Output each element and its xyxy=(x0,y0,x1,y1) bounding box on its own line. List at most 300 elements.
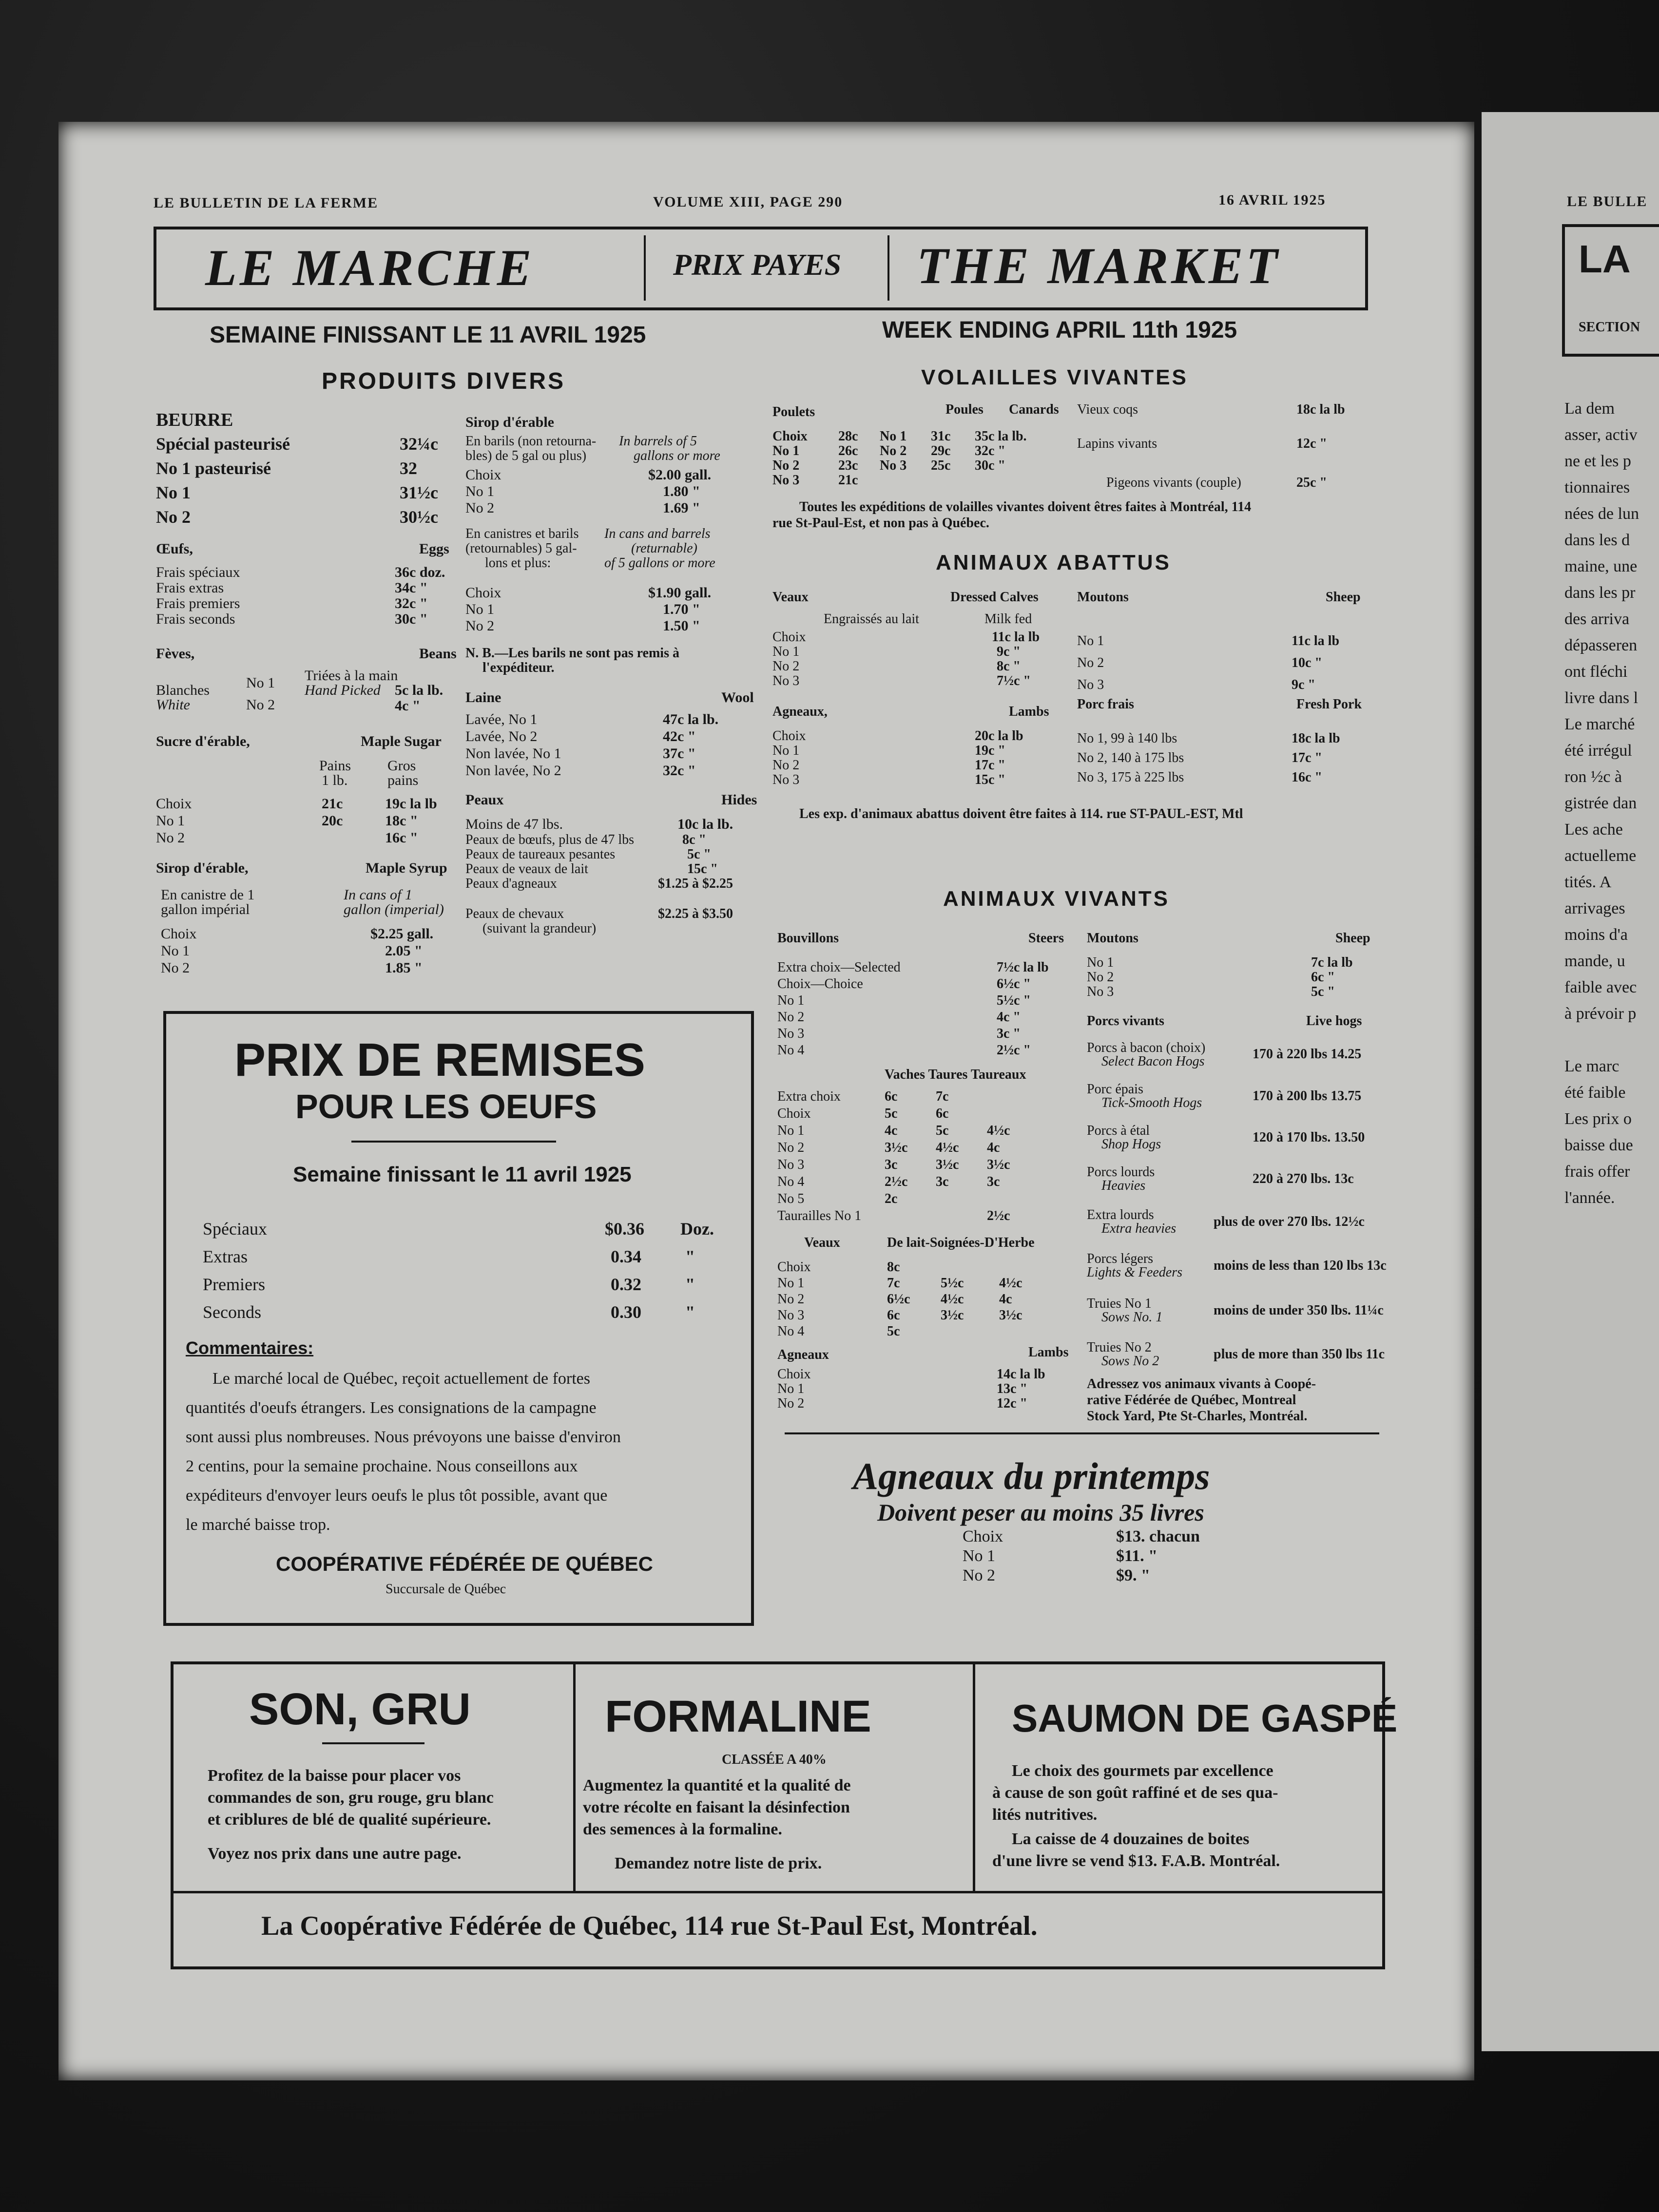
list-item-en: Sows No 2 xyxy=(1101,1354,1159,1369)
sirop2-sub-en: gallons or more xyxy=(634,448,720,463)
remises-succ: Succursale de Québec xyxy=(386,1582,506,1597)
table-cell: 30c " xyxy=(975,458,1005,473)
formaline-sub: CLASSÉE A 40% xyxy=(722,1752,827,1767)
list-item: No 2 xyxy=(1077,655,1104,670)
list-value: plus de over 270 lbs. 12½c xyxy=(1214,1214,1365,1229)
sucre-title: Sucre d'érable, xyxy=(156,733,250,749)
list-value: 170 à 200 lbs 13.75 xyxy=(1253,1088,1362,1104)
list-item: Extra choix—Selected xyxy=(777,960,901,975)
abattus-pork: Fresh Pork xyxy=(1296,697,1362,712)
remises-title: PRIX DE REMISES xyxy=(234,1034,645,1086)
sirop-sub-en: gallon (imperial) xyxy=(344,901,444,917)
list-item: No 1 xyxy=(1077,633,1104,648)
adjacent-line: faible avec xyxy=(1564,978,1637,996)
table-cell: No 2 xyxy=(777,1140,805,1155)
adjacent-line: ron ½c à xyxy=(1564,768,1622,786)
list-item: Porc épais xyxy=(1087,1082,1143,1097)
table-cell: 4½c xyxy=(941,1292,964,1307)
table-cell: 6c xyxy=(885,1089,898,1104)
formaline-text: des semences à la formaline. xyxy=(583,1820,782,1838)
list-item: No 1 xyxy=(772,644,800,659)
sirop2-sub2-en: (returnable) xyxy=(631,541,697,556)
list-item: Porcs lourds xyxy=(1087,1164,1155,1180)
list-item: Choix—Choice xyxy=(777,976,863,992)
sirop2-sub2: (retournables) 5 gal- xyxy=(465,541,577,556)
adjacent-line: ont fléchi xyxy=(1564,663,1628,681)
table-cell: 5c xyxy=(936,1123,949,1138)
list-item: No 1 xyxy=(161,943,190,959)
adjacent-line: gistrée dan xyxy=(1564,794,1637,812)
adjacent-line: livre dans l xyxy=(1564,689,1639,707)
vivants-note: Adressez vos animaux vivants à Coopé- xyxy=(1087,1376,1316,1392)
section-produits-divers: PRODUITS DIVERS xyxy=(322,368,566,394)
prix-remises-box xyxy=(163,1011,754,1626)
rule xyxy=(785,1432,1379,1434)
table-cell: 8c xyxy=(887,1259,900,1275)
rule xyxy=(351,1141,556,1143)
list-item: Peaux d'agneaux xyxy=(465,876,557,891)
list-value: 5c " xyxy=(687,847,711,862)
divider xyxy=(973,1664,975,1891)
adjacent-line: dans les pr xyxy=(1564,584,1636,602)
list-item: No 2 xyxy=(465,500,495,516)
table-cell: 28c xyxy=(838,429,858,444)
list-item: No 1 xyxy=(777,993,805,1008)
printemps-sub: Doivent peser au moins 35 livres xyxy=(877,1499,1204,1526)
vivants-veaux: Veaux xyxy=(804,1235,840,1250)
list-item: Porcs légers xyxy=(1087,1251,1154,1266)
table-cell: 35c la lb. xyxy=(975,429,1027,444)
abattus-moutons: Moutons xyxy=(1077,590,1129,605)
list-item-en: Extra heavies xyxy=(1101,1221,1177,1236)
adjacent-line: maine, une xyxy=(1564,557,1638,575)
banner-divider xyxy=(887,235,889,301)
list-item: Choix xyxy=(777,1367,811,1382)
list-item: No 1 xyxy=(465,601,495,617)
table-cell: No 1 xyxy=(880,429,907,444)
list-value: $13. chacun xyxy=(1116,1527,1200,1545)
sirop2-sub: bles) de 5 gal ou plus) xyxy=(465,448,587,463)
list-item: No 1 pasteurisé xyxy=(156,458,271,478)
formaline-text: Augmentez la quantité et la qualité de xyxy=(583,1776,851,1794)
vivants-vtt: Vaches Taures Taureaux xyxy=(885,1067,1026,1082)
list-value: 17c " xyxy=(1292,750,1322,765)
list-item: No 1 xyxy=(963,1547,996,1565)
list-value: moins de under 350 lbs. 11¼c xyxy=(1214,1303,1384,1318)
table-cell: 4½c xyxy=(936,1140,959,1155)
table-cell: 2½c xyxy=(987,1208,1010,1223)
sirop2-nb: N. B.—Les barils ne sont pas remis à xyxy=(465,646,679,661)
adjacent-line: été irrégul xyxy=(1564,742,1632,760)
divider xyxy=(174,1891,1382,1893)
list-item: No 2 xyxy=(1087,970,1114,985)
list-item: No 3 xyxy=(772,673,800,688)
adjacent-section: SECTION xyxy=(1579,320,1640,335)
list-item: No 2 xyxy=(777,1396,805,1411)
sirop2-sub2-en: of 5 gallons or more xyxy=(604,555,715,571)
table-cell: 2c xyxy=(885,1191,898,1206)
feves-no1: No 1 xyxy=(246,675,275,691)
list-item: Peaux de taureaux pesantes xyxy=(465,847,616,862)
list-unit: " xyxy=(685,1247,695,1266)
vivants-moutons: Moutons xyxy=(1087,931,1138,946)
table-cell: 25c xyxy=(931,458,951,473)
table-cell: No 3 xyxy=(777,1308,805,1323)
list-item-en: Tick-Smooth Hogs xyxy=(1101,1095,1202,1110)
table-cell: No 2 xyxy=(772,458,800,473)
table-cell: 3½c xyxy=(941,1308,964,1323)
list-value: 16c " xyxy=(385,830,418,846)
son-gru-title: SON, GRU xyxy=(249,1684,471,1734)
table-cell: 4c xyxy=(987,1140,1000,1155)
adjacent-line: tionnaires xyxy=(1564,478,1630,496)
table-cell: No 2 xyxy=(777,1292,805,1307)
son-text: commandes de son, gru rouge, gru blanc xyxy=(208,1789,494,1807)
abattus-lambs: Lambs xyxy=(1009,704,1049,719)
table-cell: 2½c xyxy=(885,1174,908,1189)
list-item-en: Select Bacon Hogs xyxy=(1101,1054,1205,1069)
sucre-h1: Pains xyxy=(319,758,351,774)
list-value: 15c " xyxy=(975,772,1005,787)
adjacent-line: Le marc xyxy=(1564,1057,1620,1075)
vivants-lambs: Lambs xyxy=(1028,1345,1069,1360)
list-item: No 3 xyxy=(1087,984,1114,999)
sirop-sub-en: In cans of 1 xyxy=(344,887,412,903)
list-item: Spécial pasteurisé xyxy=(156,434,290,454)
banner-subtitle: PRIX PAYES xyxy=(673,248,842,282)
list-item: No 2 xyxy=(772,758,800,773)
adjacent-line: mande, u xyxy=(1564,952,1625,970)
laine-title-en: Wool xyxy=(721,689,754,706)
vivants-hogs: Live hogs xyxy=(1306,1013,1362,1029)
list-value: 2½c " xyxy=(997,1043,1031,1058)
table-cell: 7c xyxy=(887,1276,900,1291)
vivants-steers: Steers xyxy=(1028,931,1064,946)
list-item: No 1 xyxy=(156,483,191,502)
remises-text: quantités d'oeufs étrangers. Les consignations de la campagne xyxy=(186,1399,597,1417)
adjacent-page xyxy=(1482,112,1659,2051)
banner-title-fr: LE MARCHE xyxy=(205,239,535,296)
list-value: 0.34 xyxy=(611,1247,641,1266)
remises-text: le marché baisse trop. xyxy=(186,1516,330,1534)
list-value: 7c la lb xyxy=(1311,955,1353,970)
table-cell: Choix xyxy=(777,1259,811,1275)
list-item: Non lavée, No 2 xyxy=(465,763,561,779)
table-cell: 3c xyxy=(936,1174,949,1189)
remises-coop: COOPÉRATIVE FÉDÉRÉE DE QUÉBEC xyxy=(276,1552,654,1575)
saumon-title: SAUMON DE GASPÉ xyxy=(1012,1697,1398,1740)
list-item: Seconds xyxy=(203,1302,261,1322)
list-item: Frais extras xyxy=(156,580,224,596)
vivants-porcs: Porcs vivants xyxy=(1087,1013,1164,1029)
table-cell: 32c " xyxy=(975,443,1005,458)
sirop2-sub2-en: In cans and barrels xyxy=(604,526,711,541)
list-item-en: Lights & Feeders xyxy=(1087,1265,1182,1280)
list-value: 1.50 " xyxy=(663,618,700,634)
list-item: Frais premiers xyxy=(156,595,240,611)
rule xyxy=(322,1742,424,1744)
list-item: Frais seconds xyxy=(156,611,235,627)
list-item-en: Heavies xyxy=(1101,1178,1146,1193)
list-item: Non lavée, No 1 xyxy=(465,745,561,762)
list-item: Vieux coqs xyxy=(1077,402,1138,417)
table-cell: 23c xyxy=(838,458,858,473)
list-value: 7½c " xyxy=(997,673,1031,688)
list-value: 2.05 " xyxy=(385,943,423,959)
adjacent-line: Les prix o xyxy=(1564,1110,1632,1128)
list-value: 11c la lb xyxy=(992,629,1040,645)
feves-blanches: Blanches xyxy=(156,682,210,698)
sirop2-nb: l'expéditeur. xyxy=(482,660,555,675)
list-value: moins de less than 120 lbs 13c xyxy=(1214,1258,1387,1273)
adjacent-line: l'année. xyxy=(1564,1189,1615,1207)
list-value: 9c " xyxy=(997,644,1021,659)
list-item: No 2 xyxy=(777,1010,805,1025)
list-value: 18c la lb xyxy=(1296,402,1345,417)
abattus-dressed: Dressed Calves xyxy=(950,590,1039,605)
son-link: Voyez nos prix dans une autre page. xyxy=(208,1845,462,1863)
saumon-text: Le choix des gourmets par excellence xyxy=(1012,1762,1273,1780)
vivants-sheep: Sheep xyxy=(1335,931,1370,946)
list-item-en: Shop Hogs xyxy=(1101,1137,1161,1152)
table-cell: 29c xyxy=(931,443,951,458)
list-value: 1.80 " xyxy=(663,483,700,499)
remises-subtitle: POUR LES OEUFS xyxy=(295,1087,597,1125)
list-value: 32c " xyxy=(395,595,428,611)
ads-box xyxy=(171,1661,1398,1969)
list-value: 120 à 170 lbs. 13.50 xyxy=(1253,1130,1365,1145)
vivants-note: Stock Yard, Pte St-Charles, Montréal. xyxy=(1087,1409,1308,1424)
volailles-note: Toutes les expéditions de volailles vivantes doivent êtres faites à Montréal, 114 xyxy=(799,499,1252,515)
list-value: 32c " xyxy=(663,763,696,779)
list-item: Porcs à bacon (choix) xyxy=(1087,1040,1206,1055)
list-item: Frais spéciaux xyxy=(156,564,240,580)
list-item: No 3, 175 à 225 lbs xyxy=(1077,770,1184,785)
remises-text: sont aussi plus nombreuses. Nous prévoyons une baisse d'environ xyxy=(186,1428,621,1446)
list-item: No 3 xyxy=(1077,677,1104,692)
list-item: No 2 xyxy=(963,1566,996,1584)
list-item: No 2 xyxy=(465,618,495,634)
list-item: No 1 xyxy=(777,1381,805,1396)
list-value: 12c " xyxy=(1296,436,1327,451)
list-item: Extras xyxy=(203,1247,248,1266)
list-value: 1.70 " xyxy=(663,601,700,617)
adjacent-line: ne et les p xyxy=(1564,452,1631,470)
section-vivants: ANIMAUX VIVANTS xyxy=(943,887,1170,911)
list-value: 0.30 xyxy=(611,1302,641,1322)
saumon-text: d'une livre se vend $13. F.A.B. Montréal. xyxy=(992,1852,1280,1870)
vivants-bouv: Bouvillons xyxy=(777,931,839,946)
table-cell: 31c xyxy=(931,429,951,444)
feves-price-1: 5c la lb. xyxy=(395,682,444,698)
week-ending-fr: SEMAINE FINISSANT LE 11 AVRIL 1925 xyxy=(210,322,646,348)
adjacent-masthead: LE BULLE xyxy=(1567,193,1648,210)
list-item: Choix xyxy=(963,1527,1003,1545)
list-item: Choix xyxy=(161,926,197,942)
table-cell: No 3 xyxy=(880,458,907,473)
list-unit: " xyxy=(685,1275,695,1294)
table-cell: 4c xyxy=(999,1292,1012,1307)
remises-commentaires: Commentaires: xyxy=(186,1338,314,1358)
banner-title-en: THE MARKET xyxy=(917,237,1281,294)
list-item: Choix xyxy=(772,629,806,645)
peaux-title: Peaux xyxy=(465,792,504,808)
saumon-text: lités nutritives. xyxy=(992,1806,1098,1824)
formaline-link: Demandez notre liste de prix. xyxy=(615,1854,822,1872)
adjacent-banner xyxy=(1562,224,1659,357)
sirop-sub: En canistre de 1 xyxy=(161,887,255,903)
abattus-note: Les exp. d'animaux abattus doivent être faites à 114. rue ST-PAUL-EST, Mtl xyxy=(799,806,1243,821)
list-value: $1.90 gall. xyxy=(648,585,712,601)
adjacent-title: LA xyxy=(1579,237,1631,281)
list-value: 42c " xyxy=(663,728,696,744)
list-value: $11. " xyxy=(1116,1547,1157,1565)
abattus-agneaux: Agneaux, xyxy=(772,704,828,719)
table-cell: No 4 xyxy=(777,1324,805,1339)
son-text: Profitez de la baisse pour placer vos xyxy=(208,1767,461,1785)
saumon-text: La caisse de 4 douzaines de boites xyxy=(1012,1830,1250,1848)
section-abattus: ANIMAUX ABATTUS xyxy=(936,551,1171,574)
oeufs-title: Œufs, xyxy=(156,541,193,557)
list-value: 1.85 " xyxy=(385,960,423,976)
adjacent-line: asser, activ xyxy=(1564,426,1638,444)
table-cell: 4½c xyxy=(999,1276,1022,1291)
list-value: 10c la lb. xyxy=(677,816,733,832)
table-cell: Choix xyxy=(777,1106,811,1121)
adjacent-line: tités. A xyxy=(1564,873,1612,891)
list-item: No 2, 140 à 175 lbs xyxy=(1077,750,1184,765)
list-value: 11c la lb xyxy=(1292,633,1340,648)
table-cell: No 1 xyxy=(777,1276,805,1291)
remises-text: expéditeurs d'envoyer leurs oeufs le plus tôt possible, avant que xyxy=(186,1487,608,1505)
son-text: et criblures de blé de qualité supérieure. xyxy=(208,1811,491,1829)
list-item: Choix xyxy=(772,728,806,744)
list-value: 16c " xyxy=(1292,770,1322,785)
list-item: No 1 xyxy=(1087,955,1114,970)
list-value: 31½c xyxy=(400,483,438,502)
list-value: 18c la lb xyxy=(1292,731,1340,746)
divider xyxy=(573,1664,576,1891)
feves-no2: No 2 xyxy=(246,697,275,713)
adjacent-line: Le marché xyxy=(1564,715,1635,733)
sucre-h2: Gros xyxy=(387,758,416,774)
abattus-sheep: Sheep xyxy=(1326,590,1361,605)
saumon-text: à cause de son goût raffiné et de ses qua- xyxy=(992,1784,1278,1802)
list-value: $2.00 gall. xyxy=(648,467,712,483)
table-cell: No 1 xyxy=(772,443,800,458)
list-value: 34c " xyxy=(395,580,428,596)
sirop-title-en: Maple Syrup xyxy=(366,860,447,876)
adjacent-line: moins d'a xyxy=(1564,926,1628,944)
list-item: Extra lourds xyxy=(1087,1207,1154,1222)
printemps-title: Agneaux du printemps xyxy=(853,1455,1210,1497)
list-value: 1.69 " xyxy=(663,500,700,516)
table-cell: 3½c xyxy=(885,1140,908,1155)
list-value: 6c " xyxy=(1311,970,1335,985)
adjacent-line: La dem xyxy=(1564,400,1615,418)
list-value: 220 à 270 lbs. 13c xyxy=(1253,1171,1354,1186)
list-value: 0.32 xyxy=(611,1275,641,1294)
vivants-delait: De lait-Soignées-D'Herbe xyxy=(887,1235,1035,1250)
list-item: Choix xyxy=(465,467,502,483)
table-cell: 5c xyxy=(887,1324,900,1339)
list-value: 7½c la lb xyxy=(997,960,1049,975)
list-value: $2.25 à $3.50 xyxy=(658,906,733,921)
list-item: Lapins vivants xyxy=(1077,436,1157,451)
adjacent-line: frais offer xyxy=(1564,1163,1630,1181)
list-item: Moins de 47 lbs. xyxy=(465,816,563,832)
sirop2-sub2: lons et plus: xyxy=(485,555,551,571)
volailles-h-poules: Poules xyxy=(945,402,984,417)
list-value: 30½c xyxy=(400,507,438,527)
list-item: Truies No 1 xyxy=(1087,1296,1152,1311)
table-cell: 21c xyxy=(838,473,858,488)
list-value: 20c la lb xyxy=(975,728,1023,744)
list-item: Peaux de veaux de lait xyxy=(465,861,588,877)
list-value: 5½c " xyxy=(997,993,1031,1008)
list-value: 17c " xyxy=(975,758,1005,773)
list-value: 20c xyxy=(322,813,343,829)
list-item: Peaux de chevaux xyxy=(465,906,564,921)
list-item: Lavée, No 1 xyxy=(465,711,538,727)
adjacent-line: arrivages xyxy=(1564,899,1625,917)
list-value: 13c " xyxy=(997,1381,1027,1396)
list-item: Spéciaux xyxy=(203,1219,267,1239)
vivants-agneaux: Agneaux xyxy=(777,1347,829,1362)
sirop2-sub: En barils (non retourna- xyxy=(465,434,597,449)
table-cell: No 3 xyxy=(777,1157,805,1172)
list-item: Truies No 2 xyxy=(1087,1340,1152,1355)
volailles-note: rue St-Paul-Est, et non pas à Québec. xyxy=(772,515,989,531)
list-value: plus de more than 350 lbs 11c xyxy=(1214,1347,1385,1362)
feves-title-en: Beans xyxy=(419,646,457,662)
list-value: 32¼c xyxy=(400,434,438,454)
list-value: 15c " xyxy=(687,861,718,877)
abattus-milk: Milk fed xyxy=(984,611,1032,627)
list-value: 10c " xyxy=(1292,655,1322,670)
table-cell: No 4 xyxy=(777,1174,805,1189)
table-cell: 6c xyxy=(936,1106,949,1121)
sucre-h2b: pains xyxy=(387,772,419,788)
peaux-note: (suivant la grandeur) xyxy=(482,921,597,936)
table-cell: No 5 xyxy=(777,1191,805,1206)
table-cell: 3½c xyxy=(999,1308,1022,1323)
list-item: Choix xyxy=(465,585,502,601)
table-cell: 26c xyxy=(838,443,858,458)
list-item: No 1 xyxy=(156,813,185,829)
abattus-engr: Engraissés au lait xyxy=(824,611,919,627)
list-item-en: Sows No. 1 xyxy=(1101,1310,1163,1325)
adjacent-line: actuelleme xyxy=(1564,847,1637,865)
table-cell: 6½c xyxy=(887,1292,910,1307)
abattus-veaux: Veaux xyxy=(772,590,809,605)
table-cell: Extra choix xyxy=(777,1089,841,1104)
list-item: Premiers xyxy=(203,1275,265,1294)
peaux-title-en: Hides xyxy=(721,792,757,808)
list-item: No 2 xyxy=(161,960,190,976)
list-value: 30c " xyxy=(395,611,428,627)
adjacent-line: nées de lun xyxy=(1564,505,1639,523)
table-cell: Choix xyxy=(772,429,808,444)
list-value: 3c " xyxy=(997,1026,1021,1041)
list-item: No 3 xyxy=(777,1026,805,1041)
list-item: No 1 xyxy=(772,743,800,758)
list-value: 37c " xyxy=(663,745,696,762)
section-volailles: VOLAILLES VIVANTES xyxy=(921,365,1188,389)
list-value: 12c " xyxy=(997,1396,1027,1411)
adjacent-line: été faible xyxy=(1564,1084,1626,1102)
formaline-title: FORMALINE xyxy=(605,1692,871,1741)
